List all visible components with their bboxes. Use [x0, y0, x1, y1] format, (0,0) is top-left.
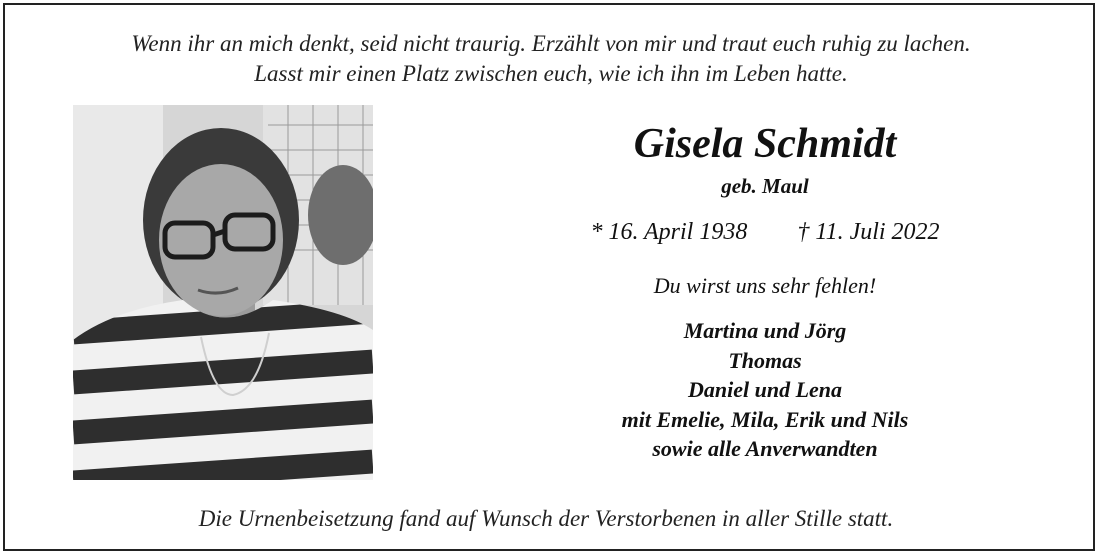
mourner-line: Martina und Jörg [683, 318, 847, 343]
mourners-list [545, 316, 985, 464]
farewell-message: Du wirst uns sehr fehlen! [653, 273, 877, 298]
birth-date: * 16. April 1938 [590, 219, 748, 245]
quote-line-2: Lasst mir einen Platz zwischen euch, wie ich ihn im Leben hatte. [254, 61, 848, 86]
portrait-photo [73, 105, 373, 480]
burial-note: Die Urnenbeisetzung fand auf Wunsch der Verstorbenen in aller Stille statt. [198, 506, 894, 531]
mourner-line: mit Emelie, Mila, Erik und Nils [621, 406, 909, 432]
quote-line-1: Wenn ihr an mich denkt, seid nicht traurig. Erzählt von mir und traut euch ruhig zu lachen. [131, 31, 971, 56]
memorial-quote [0, 29, 1102, 89]
death-date: † 11. Juli 2022 [797, 219, 940, 245]
mourner-line: Daniel und Lena [687, 377, 843, 402]
deceased-name: Gisela Schmidt [633, 121, 897, 167]
mourner-line: sowie alle Anverwandten [652, 436, 878, 461]
birth-name: geb. Maul [721, 174, 809, 198]
life-dates [545, 216, 985, 248]
mourner-line: Thomas [728, 347, 802, 373]
